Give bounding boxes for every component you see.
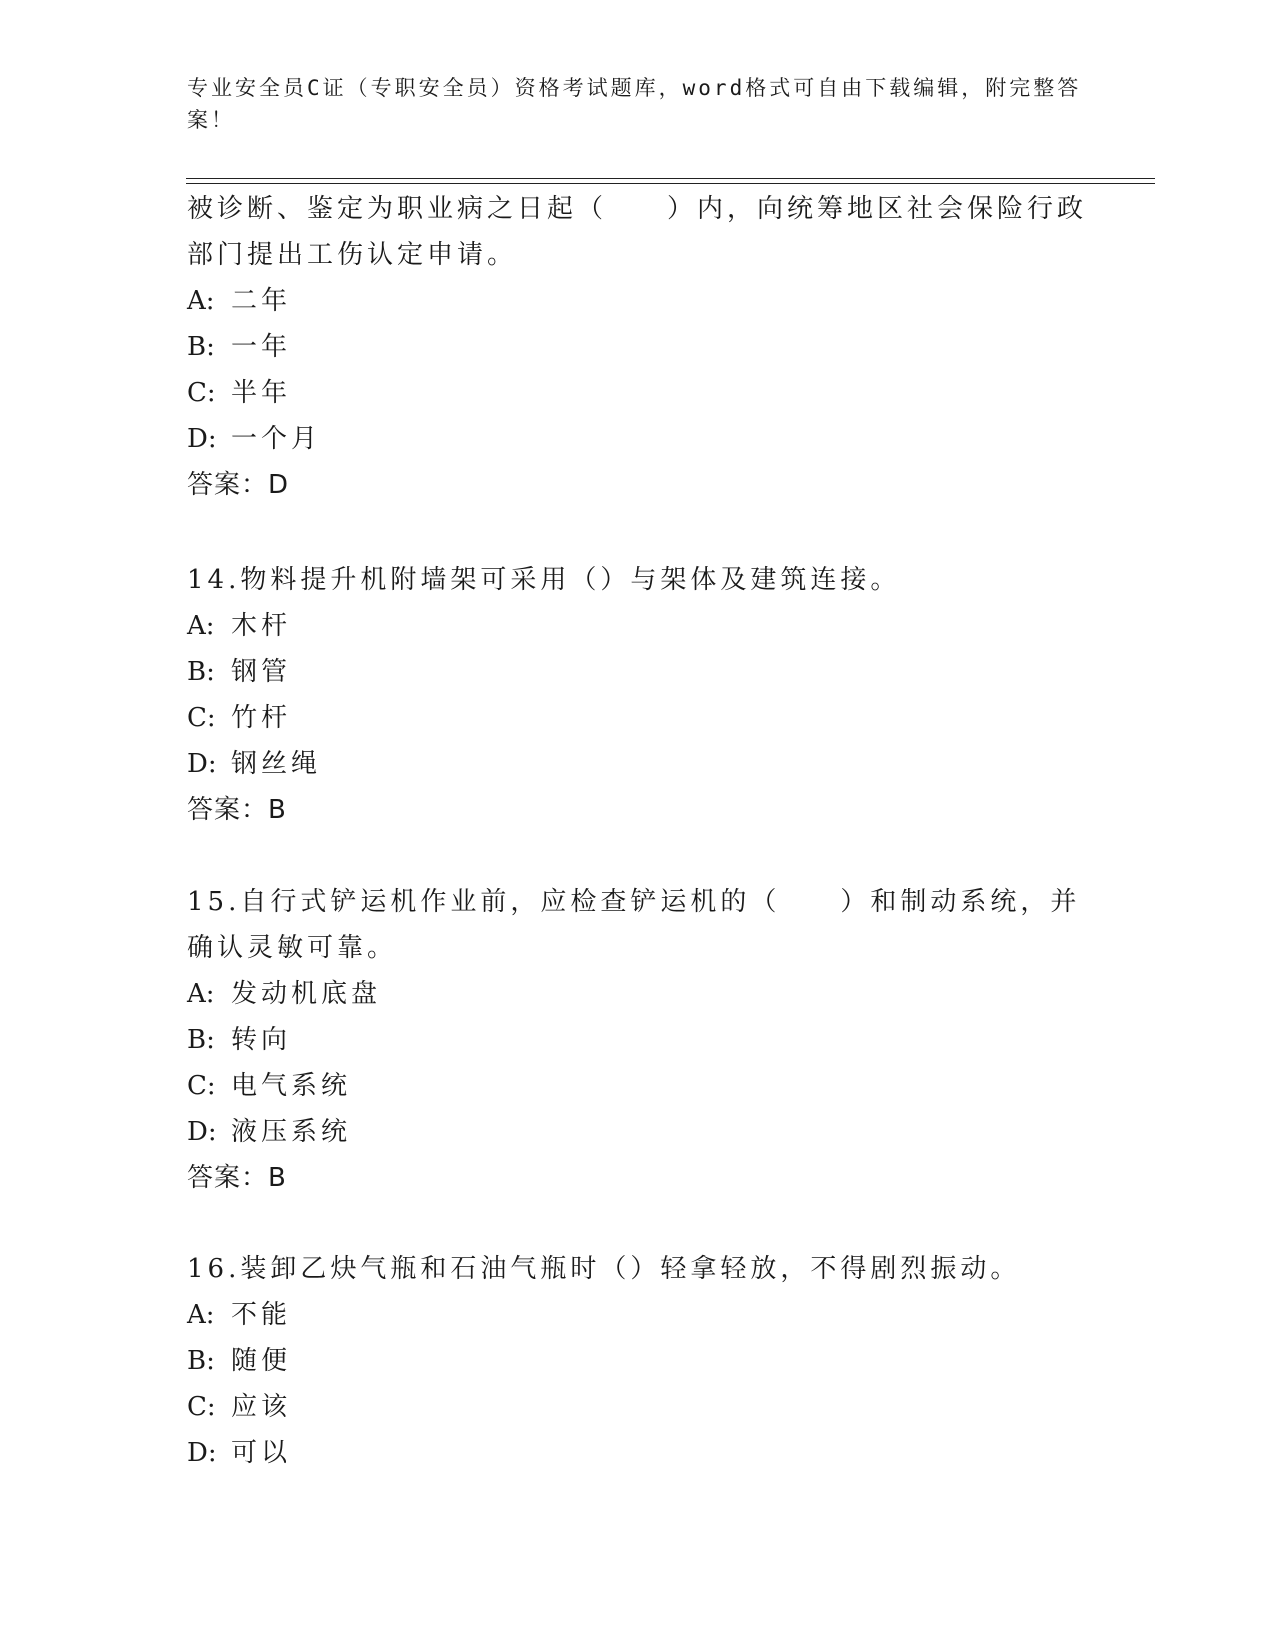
option-d [187, 416, 1087, 462]
header-divider-bottom [186, 183, 1155, 184]
option-letter: C: [187, 378, 216, 408]
question-text: 16.装卸乙炔气瓶和石油气瓶时（）轻拿轻放，不得剧烈振动。 [187, 1254, 1021, 1284]
option-letter: A: [187, 1300, 215, 1330]
option-letter: B: [187, 1346, 215, 1376]
option-text: 可以 [231, 1438, 292, 1468]
question-block [187, 186, 1087, 508]
option-text: 二年 [231, 286, 292, 316]
option-d [187, 741, 1087, 787]
option-d [187, 1109, 1087, 1155]
question-block [187, 1246, 1087, 1476]
option-b [187, 324, 1087, 370]
option-letter: D: [187, 749, 217, 779]
option-letter: C: [187, 703, 216, 733]
question-text: 15.自行式铲运机作业前，应检查铲运机的（ ）和制动系统，并确认灵敏可靠。 [187, 887, 1081, 963]
option-letter: A: [187, 286, 215, 316]
answer-line: 答案：B [187, 1163, 287, 1193]
option-c [187, 1063, 1087, 1109]
option-letter: C: [187, 1071, 216, 1101]
option-c [187, 695, 1087, 741]
option-text: 一个月 [231, 424, 322, 454]
option-text: 电气系统 [231, 1071, 352, 1101]
option-letter: C: [187, 1392, 216, 1422]
option-b [187, 649, 1087, 695]
option-c [187, 370, 1087, 416]
option-text: 转向 [231, 1025, 292, 1055]
option-letter: D: [187, 1438, 217, 1468]
answer-line: 答案：B [187, 795, 287, 825]
option-text: 不能 [231, 1300, 292, 1330]
question-block [187, 557, 1087, 833]
question-block [187, 879, 1087, 1201]
option-letter: B: [187, 332, 215, 362]
option-b [187, 1017, 1087, 1063]
option-text: 随便 [231, 1346, 292, 1376]
option-letter: B: [187, 657, 215, 687]
option-a [187, 1292, 1087, 1338]
option-text: 钢管 [231, 657, 292, 687]
option-a [187, 603, 1087, 649]
option-text: 钢丝绳 [231, 749, 322, 779]
option-text: 一年 [231, 332, 292, 362]
option-letter: D: [187, 1117, 217, 1147]
header-divider-top [186, 178, 1155, 179]
option-letter: B: [187, 1025, 215, 1055]
question-text: 14.物料提升机附墙架可采用（）与架体及建筑连接。 [187, 565, 901, 595]
option-text: 应该 [231, 1392, 292, 1422]
question-text: 被诊断、鉴定为职业病之日起（ ）内，向统筹地区社会保险行政部门提出工伤认定申请。 [187, 194, 1088, 270]
answer-line: 答案：D [187, 470, 290, 500]
option-text: 竹杆 [231, 703, 292, 733]
option-letter: D: [187, 424, 217, 454]
option-a [187, 971, 1087, 1017]
option-text: 发动机底盘 [231, 979, 382, 1009]
option-c [187, 1384, 1087, 1430]
option-b [187, 1338, 1087, 1384]
option-letter: A: [187, 611, 215, 641]
option-text: 半年 [231, 378, 292, 408]
option-a [187, 278, 1087, 324]
option-text: 木杆 [231, 611, 292, 641]
option-text: 液压系统 [231, 1117, 352, 1147]
option-d [187, 1430, 1087, 1476]
option-letter: A: [187, 979, 215, 1009]
document-header: 专业安全员C证（专职安全员）资格考试题库，word格式可自由下载编辑，附完整答案！ [187, 76, 1082, 132]
